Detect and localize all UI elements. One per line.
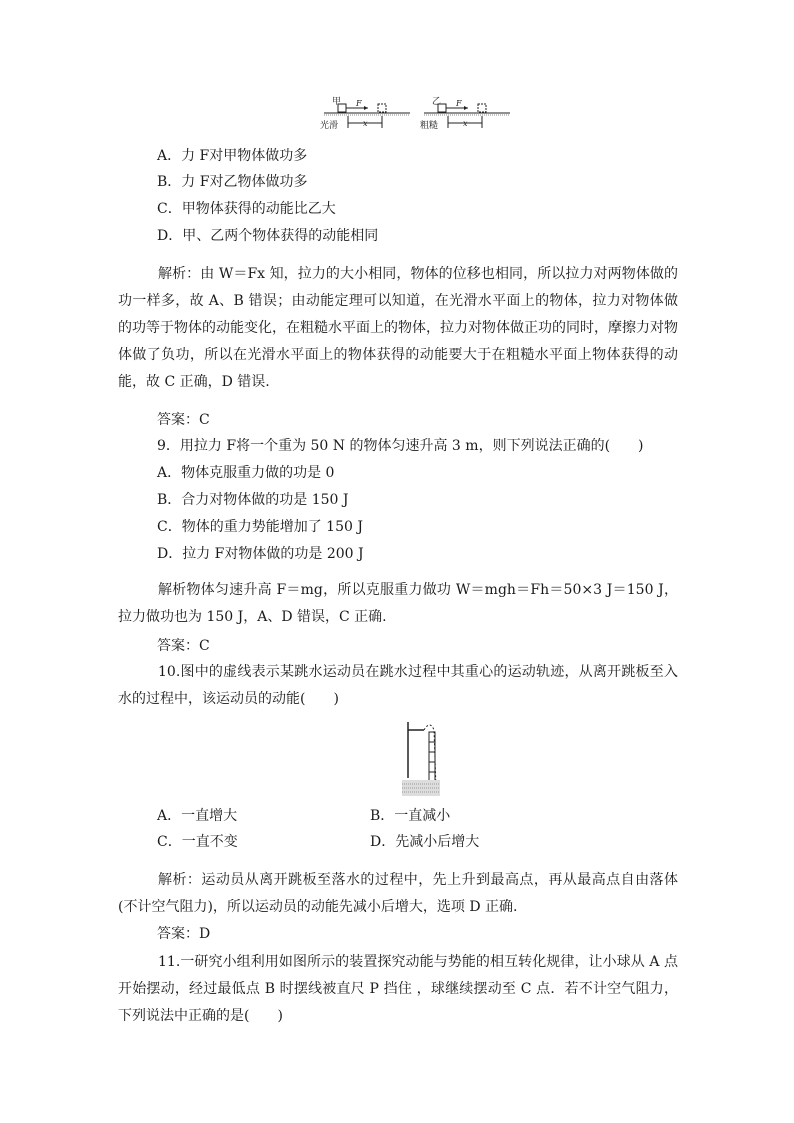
q9-option-d: D．拉力 F对物体做的功是 200 J [157,546,364,562]
left-surface: 光滑 [320,121,339,131]
q10-option-b: B．一直减小 [370,808,451,824]
q8-option-c: C．甲物体获得的动能比乙大 [157,201,336,217]
right-surface: 粗糙 [420,121,439,131]
left-setup [320,96,410,131]
left-disp: x [363,119,368,128]
right-disp: x [463,119,468,128]
q10-option-d: D．先减小后增大 [370,834,480,850]
q8-option-b: B．力 F对乙物体做功多 [157,174,308,190]
q10-stem: 10.图中的虚线表示某跳水运动员在跳水过程中其重心的运动轨迹，从离开跳板至入水的过程中，该运动员的动能( ) [118,664,678,707]
q8-option-d: D．甲、乙两个物体获得的动能相同 [157,228,379,244]
right-force: F [456,99,462,108]
q10-answer: 答案：D [157,926,211,942]
left-force: F [356,99,362,108]
q9-analysis: 解析物体匀速升高 F＝mg，所以克服重力做功 W＝mgh＝Fh＝50×3 J＝150 J，拉力做功也为 150 J，A、D 错误，C 正确. [118,582,678,625]
q10-analysis: 解析：运动员从离开跳板至落水的过程中，先上升到最高点，再从最高点自由落体(不计空气阻力)，所以运动员的动能先减小后增大，选项 D 正确. [118,872,678,915]
right-setup [420,96,510,131]
q9-option-a: A．物体克服重力做的功是 0 [157,465,335,481]
right-label: 乙 [432,97,442,107]
q10-option-a: A．一直增大 [157,808,238,824]
q8-analysis: 解析：由 W＝Fx 知，拉力的大小相同，物体的位移也相同，所以拉力对两物体做的功一样多，故 A、B 错误；由动能定理可以知道，在光滑水平面上的物体，拉力对物体做的功等于物体的动能变化，在粗糙水平面上的物体，拉力对物体做正功的同时，摩擦力对物体做了负功，所以在光滑水平面上的物体获得的动能要大于在粗糙水平面上物体获得的动能，故 C 正确，D 错误. [118,266,678,390]
q9-stem: 9．用拉力 F将一个重为 50 N 的物体匀速升高 3 m，则下列说法正确的( ) [157,438,644,454]
figure-diving [398,718,448,800]
q11-stem: 11.一研究小组利用如图所示的装置探究动能与势能的相互转化规律，让小球从 A 点开始摆动，经过最低点 B 时摆线被直尺 P 挡住 ，球继续摆动至 C 点．若不计空气阻力，下列说法中正确的是( ) [118,954,678,1024]
q8-answer: 答案：C [157,412,210,428]
q8-option-a: A．力 F对甲物体做功多 [157,148,308,164]
q9-option-c: C．物体的重力势能增加了 150 J [157,519,363,535]
q9-option-b: B．合力对物体做的功是 150 J [157,492,349,508]
q10-option-c: C．一直不变 [157,834,238,850]
q9-answer: 答案：C [157,638,210,654]
left-label: 甲 [332,97,342,107]
figure-blocks [318,94,518,134]
